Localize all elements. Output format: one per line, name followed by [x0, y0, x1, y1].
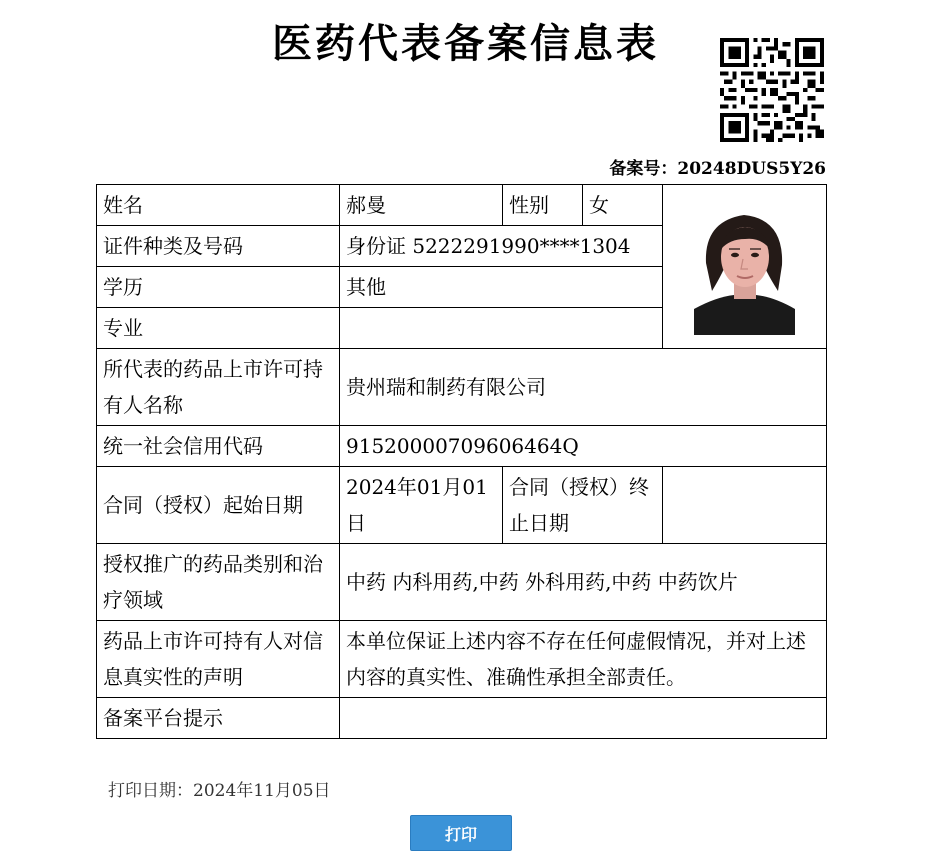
- value-id: 身份证 5222291990****1304: [340, 226, 663, 267]
- person-photo: [694, 199, 795, 335]
- label-start-date: 合同（授权）起始日期: [97, 467, 340, 544]
- photo-cell: [663, 185, 827, 349]
- value-categories: 中药 内科用药,中药 外科用药,中药 中药饮片: [340, 544, 827, 621]
- label-platform-tip: 备案平台提示: [97, 698, 340, 739]
- label-end-date: 合同（授权）终止日期: [503, 467, 663, 544]
- label-statement: 药品上市许可持有人对信息真实性的声明: [97, 621, 340, 698]
- value-gender: 女: [583, 185, 663, 226]
- label-gender: 性别: [503, 185, 583, 226]
- label-education: 学历: [97, 267, 340, 308]
- label-id-type: 证件种类及号码: [97, 226, 340, 267]
- info-table: [96, 184, 827, 739]
- value-end-date: [663, 467, 827, 544]
- label-holder-name: 所代表的药品上市许可持有人名称: [97, 349, 340, 426]
- value-credit-code: 91520000709606464Q: [340, 426, 827, 467]
- value-name: 郝曼: [340, 185, 503, 226]
- page-title: 医药代表备案信息表: [272, 20, 659, 67]
- record-number: [609, 154, 826, 179]
- print-date: [108, 776, 331, 801]
- value-holder-name: 贵州瑞和制药有限公司: [340, 349, 827, 426]
- value-platform-tip: [340, 698, 827, 739]
- value-start-date: 2024年01月01日: [340, 467, 503, 544]
- label-categories: 授权推广的药品类别和治疗领域: [97, 544, 340, 621]
- print-date-label: 打印日期：: [108, 781, 193, 801]
- label-major: 专业: [97, 308, 340, 349]
- record-number-label: 备案号：: [609, 159, 678, 179]
- qr-code-icon: [720, 38, 824, 142]
- label-name: 姓名: [97, 185, 340, 226]
- record-number-value: 20248DUS5Y26: [677, 159, 826, 179]
- value-statement: 本单位保证上述内容不存在任何虚假情况，并对上述内容的真实性、准确性承担全部责任。: [340, 621, 827, 698]
- label-credit-code: 统一社会信用代码: [97, 426, 340, 467]
- print-button[interactable]: 打印: [410, 815, 512, 851]
- value-education: 其他: [340, 267, 663, 308]
- value-major: [340, 308, 663, 349]
- print-date-value: 2024年11月05日: [193, 781, 331, 801]
